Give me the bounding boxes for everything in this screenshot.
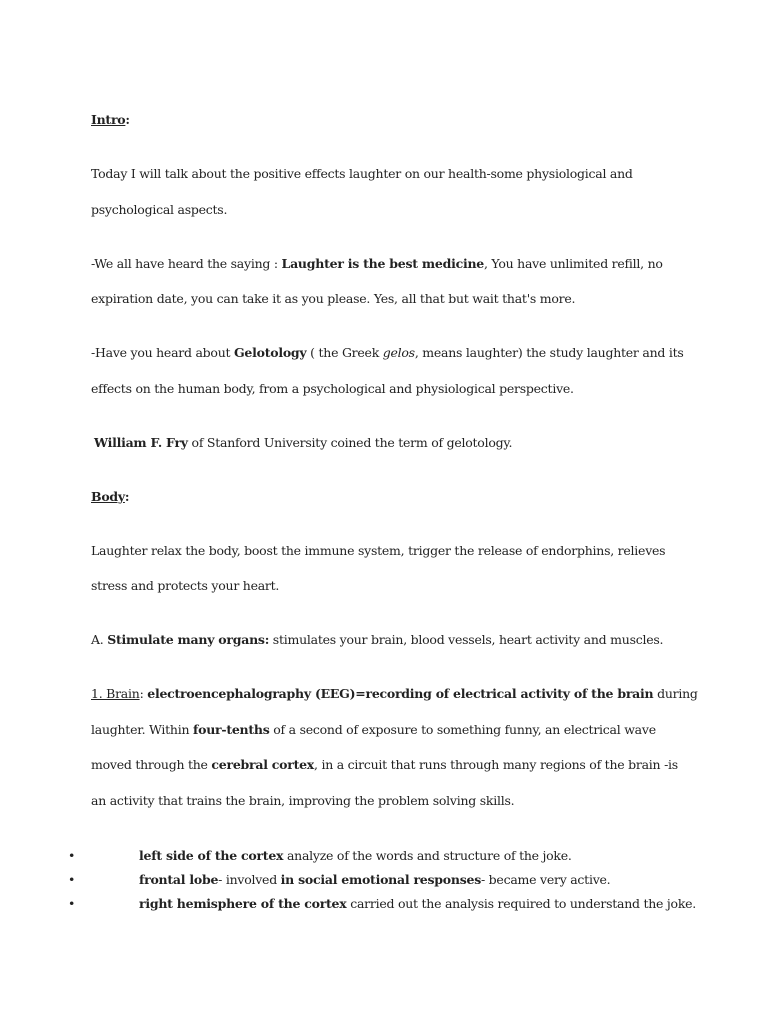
intro-p3-italic: gelos <box>382 345 415 360</box>
bullet-item-2 <box>139 872 610 888</box>
bullet-item-3 <box>139 896 696 912</box>
bullet-3-rest: carried out the analysis required to understand the joke. <box>346 896 697 911</box>
intro-p3-line1 <box>91 345 684 361</box>
bullet-marker: • <box>68 896 76 911</box>
section-a-line <box>91 632 663 648</box>
intro-p3-text-c: , means laughter) the study laughter and its <box>414 345 684 360</box>
intro-p2-line1 <box>91 256 663 272</box>
brain-line2-a: laughter. Within <box>91 722 193 737</box>
section-a-rest: stimulates your brain, blood vessels, heart activity and muscles. <box>269 632 664 647</box>
brain-line4: an activity that trains the brain, improving the problem solving skills. <box>91 793 515 808</box>
bullet-2-bold: frontal lobe <box>139 872 219 887</box>
intro-p2-bold: Laughter is the best medicine <box>281 256 484 271</box>
intro-heading-text: Intro <box>91 112 126 127</box>
intro-p4-line <box>94 435 512 451</box>
body-p1-line1: Laughter relax the body, boost the immune system, trigger the release of endorphins, relieves <box>91 543 666 558</box>
body-p1-line2: stress and protects your heart. <box>91 578 280 593</box>
intro-p1-line1: Today I will talk about the positive effects laughter on our health-some physiological and <box>91 166 633 181</box>
body-heading-colon: : <box>124 489 130 504</box>
intro-heading <box>91 112 130 128</box>
brain-bold: electroencephalography (EEG)=recording of electrical activity of the brain <box>147 686 654 701</box>
bullet-1-rest: analyze of the words and structure of the joke. <box>283 848 572 863</box>
bullet-1-bold: left side of the cortex <box>139 848 284 863</box>
intro-p3-text-b: ( the Greek <box>306 345 383 360</box>
brain-line3 <box>91 757 678 773</box>
bullet-item-1 <box>139 848 572 864</box>
intro-p4-bold: William F. Fry <box>94 435 188 450</box>
intro-p4-rest: of Stanford University coined the term of gelotology. <box>187 435 513 450</box>
bullet-2-rest-b: - became very active. <box>480 872 611 887</box>
intro-p2-line2: expiration date, you can take it as you please. Yes, all that but wait that's more. <box>91 291 576 306</box>
intro-p1-line2: psychological aspects. <box>91 202 228 217</box>
brain-line1 <box>91 686 698 702</box>
bullet-3-bold: right hemisphere of the cortex <box>139 896 347 911</box>
intro-p2-text-b: , You have unlimited refill, no <box>483 256 663 271</box>
intro-heading-colon: : <box>125 112 130 127</box>
brain-line3-b: , in a circuit that runs through many regions of the brain -is <box>314 757 678 772</box>
section-a-prefix: A. <box>91 632 108 647</box>
brain-sep: : <box>139 686 148 701</box>
brain-line2-bold: four-tenths <box>193 722 270 737</box>
body-heading <box>91 489 129 505</box>
brain-line3-a: moved through the <box>91 757 212 772</box>
bullet-marker: • <box>68 872 76 887</box>
intro-p2-text-a: -We all have heard the saying : <box>91 256 282 271</box>
intro-p3-text-a: -Have you heard about <box>91 345 234 360</box>
intro-p3-bold: Gelotology <box>234 345 307 360</box>
bullet-marker: • <box>68 848 76 863</box>
bullet-2-rest-a: - involved <box>218 872 281 887</box>
section-a-bold: Stimulate many organs: <box>107 632 270 647</box>
intro-p3-line2: effects on the human body, from a psychological and physiological perspective. <box>91 381 574 396</box>
brain-line2 <box>91 722 656 738</box>
bullet-2-bold2: in social emotional responses <box>280 872 481 887</box>
brain-line3-bold: cerebral cortex <box>211 757 315 772</box>
brain-label: 1. Brain <box>91 686 140 701</box>
brain-rest: during <box>653 686 698 701</box>
brain-line2-b: of a second of exposure to something funny, an electrical wave <box>269 722 656 737</box>
body-heading-text: Body <box>91 489 125 504</box>
